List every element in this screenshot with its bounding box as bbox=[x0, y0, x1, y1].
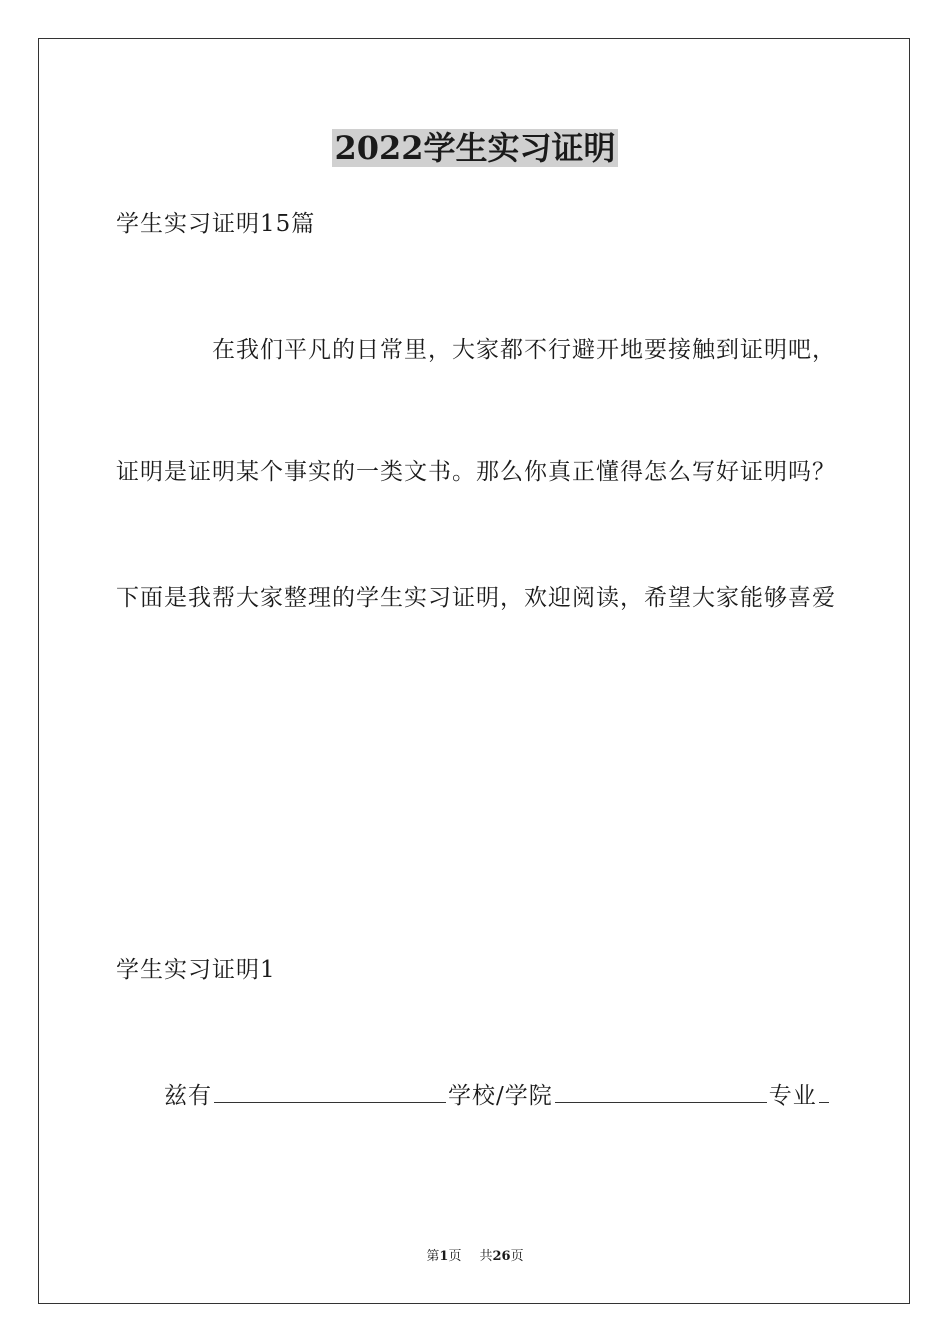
certificate-form-line bbox=[164, 1080, 831, 1111]
school-label: 学校/学院 bbox=[448, 1083, 553, 1109]
section-heading: 学生实习证明1 bbox=[116, 957, 276, 983]
footer-page-number: 1 bbox=[439, 1249, 449, 1264]
document-title-text: 2022学生实习证明 bbox=[334, 129, 616, 167]
footer-total-pages: 26 bbox=[492, 1249, 511, 1264]
footer-total-prefix: 共 bbox=[479, 1249, 493, 1264]
document-title bbox=[0, 128, 950, 168]
footer-page-suffix: 页 bbox=[448, 1249, 462, 1264]
footer-total-suffix: 页 bbox=[510, 1249, 524, 1264]
school-blank bbox=[555, 1080, 767, 1103]
intro-paragraph-line-1: 在我们平凡的日常里，大家都不行避开地要接触到证明吧， bbox=[212, 337, 836, 363]
name-blank bbox=[214, 1080, 446, 1103]
intro-paragraph-line-3: 下面是我帮大家整理的学生实习证明，欢迎阅读，希望大家能够喜爱 bbox=[116, 585, 836, 611]
form-prefix: 兹有 bbox=[164, 1083, 212, 1109]
major-blank bbox=[819, 1080, 829, 1103]
footer-page-prefix: 第 bbox=[426, 1249, 440, 1264]
intro-paragraph-line-2: 证明是证明某个事实的一类文书。那么你真正懂得怎么写好证明吗？ bbox=[116, 459, 836, 485]
page-footer bbox=[0, 1248, 950, 1266]
document-subtitle: 学生实习证明15篇 bbox=[116, 211, 316, 237]
major-label: 专业 bbox=[768, 1083, 817, 1109]
